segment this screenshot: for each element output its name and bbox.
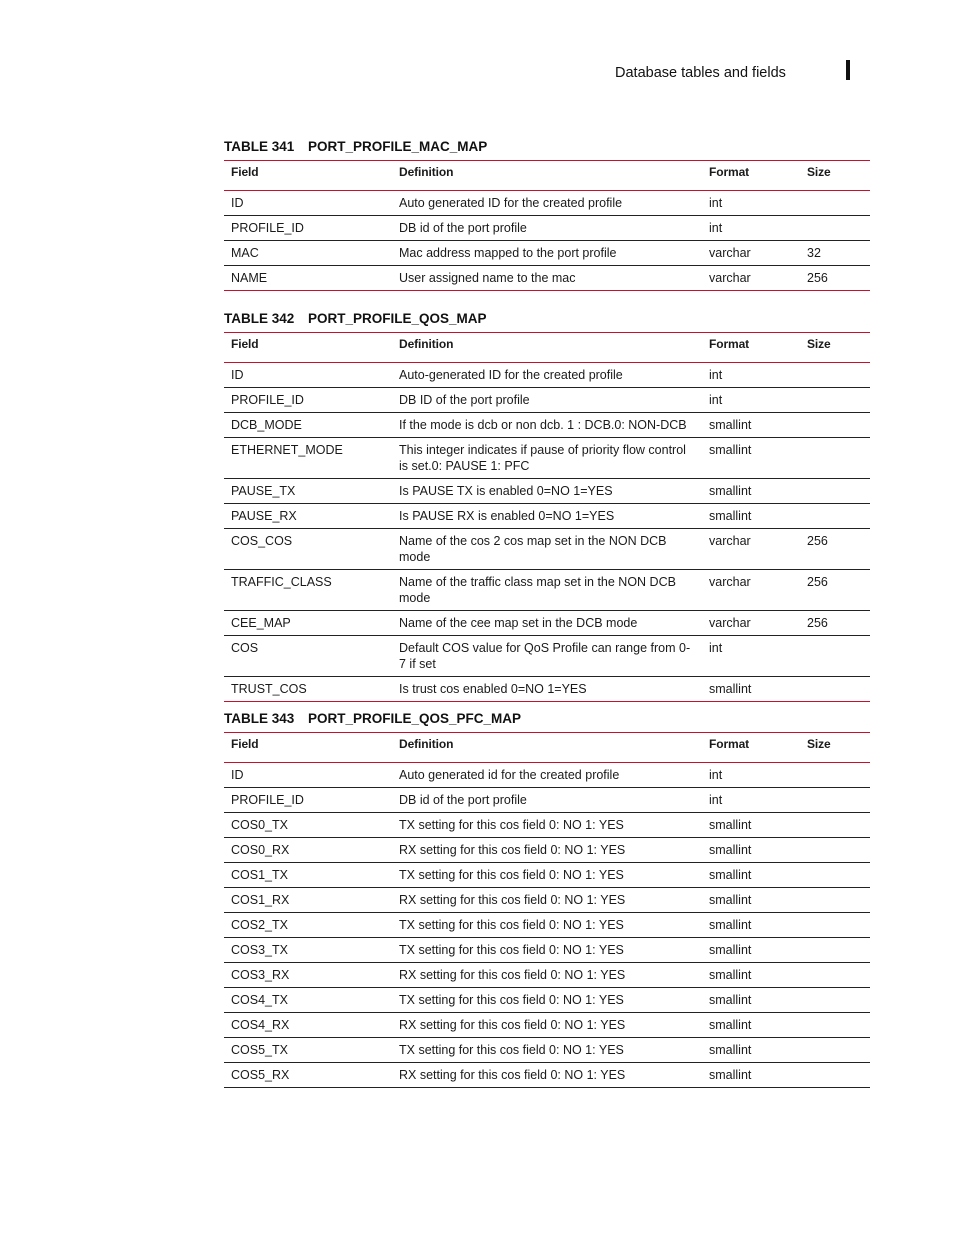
cell-definition: Auto generated ID for the created profile bbox=[392, 191, 702, 216]
cell-size bbox=[800, 191, 870, 216]
table-row bbox=[224, 963, 870, 988]
cell-definition: RX setting for this cos field 0: NO 1: YES bbox=[392, 888, 702, 913]
table-row bbox=[224, 241, 870, 266]
cell-format: smallint bbox=[702, 988, 800, 1013]
cell-size bbox=[800, 479, 870, 504]
table-number: TABLE 343 bbox=[224, 711, 295, 726]
table-row bbox=[224, 479, 870, 504]
cell-definition: TX setting for this cos field 0: NO 1: YES bbox=[392, 938, 702, 963]
column-header-definition: Definition bbox=[399, 737, 454, 751]
cell-definition: RX setting for this cos field 0: NO 1: YES bbox=[392, 963, 702, 988]
cell-size bbox=[800, 863, 870, 888]
cell-format: int bbox=[702, 216, 800, 241]
cell-field: COS1_RX bbox=[224, 888, 392, 913]
cell-field: ETHERNET_MODE bbox=[224, 438, 392, 479]
cell-size bbox=[800, 1063, 870, 1088]
cell-size: 256 bbox=[800, 611, 870, 636]
header-marker-bar bbox=[846, 60, 850, 80]
table-row bbox=[224, 677, 870, 702]
cell-format: int bbox=[702, 763, 800, 788]
cell-size bbox=[800, 788, 870, 813]
table-row bbox=[224, 863, 870, 888]
table-row bbox=[224, 763, 870, 788]
cell-field: COS0_RX bbox=[224, 838, 392, 863]
table-row bbox=[224, 888, 870, 913]
cell-size: 256 bbox=[800, 529, 870, 570]
table-caption bbox=[224, 139, 487, 154]
cell-size: 256 bbox=[800, 266, 870, 291]
cell-format: varchar bbox=[702, 266, 800, 291]
table-row bbox=[224, 570, 870, 611]
column-header-format: Format bbox=[709, 337, 750, 351]
column-header-field: Field bbox=[231, 737, 259, 751]
cell-definition: User assigned name to the mac bbox=[392, 266, 702, 291]
cell-format: smallint bbox=[702, 888, 800, 913]
cell-definition: RX setting for this cos field 0: NO 1: YES bbox=[392, 1063, 702, 1088]
table-row bbox=[224, 988, 870, 1013]
page-header-title: Database tables and fields bbox=[615, 65, 786, 81]
cell-size bbox=[800, 938, 870, 963]
table-body bbox=[224, 763, 870, 1088]
cell-format: smallint bbox=[702, 479, 800, 504]
cell-definition: Is trust cos enabled 0=NO 1=YES bbox=[392, 677, 702, 702]
cell-format: int bbox=[702, 363, 800, 388]
cell-definition: Mac address mapped to the port profile bbox=[392, 241, 702, 266]
cell-size bbox=[800, 504, 870, 529]
cell-field: COS3_TX bbox=[224, 938, 392, 963]
table-row bbox=[224, 788, 870, 813]
cell-format: varchar bbox=[702, 529, 800, 570]
cell-definition: TX setting for this cos field 0: NO 1: YES bbox=[392, 863, 702, 888]
cell-definition: TX setting for this cos field 0: NO 1: YES bbox=[392, 988, 702, 1013]
table-row bbox=[224, 913, 870, 938]
cell-size bbox=[800, 913, 870, 938]
cell-size bbox=[800, 636, 870, 677]
cell-size bbox=[800, 1013, 870, 1038]
cell-format: smallint bbox=[702, 1063, 800, 1088]
cell-field: COS5_RX bbox=[224, 1063, 392, 1088]
cell-field: CEE_MAP bbox=[224, 611, 392, 636]
table-header bbox=[224, 333, 870, 363]
cell-definition: RX setting for this cos field 0: NO 1: YES bbox=[392, 838, 702, 863]
cell-size: 32 bbox=[800, 241, 870, 266]
table-row bbox=[224, 813, 870, 838]
table-row bbox=[224, 838, 870, 863]
cell-format: int bbox=[702, 388, 800, 413]
cell-size bbox=[800, 413, 870, 438]
table-row bbox=[224, 938, 870, 963]
cell-format: smallint bbox=[702, 913, 800, 938]
cell-field: ID bbox=[224, 763, 392, 788]
cell-field: COS4_RX bbox=[224, 1013, 392, 1038]
column-header-format: Format bbox=[709, 165, 750, 179]
cell-field: ID bbox=[224, 363, 392, 388]
table-name: PORT_PROFILE_MAC_MAP bbox=[308, 139, 488, 154]
cell-definition: Is PAUSE TX is enabled 0=NO 1=YES bbox=[392, 479, 702, 504]
cell-size bbox=[800, 838, 870, 863]
cell-size bbox=[800, 888, 870, 913]
table-row bbox=[224, 363, 870, 388]
cell-definition: RX setting for this cos field 0: NO 1: YES bbox=[392, 1013, 702, 1038]
cell-definition: TX setting for this cos field 0: NO 1: YES bbox=[392, 1038, 702, 1063]
cell-size bbox=[800, 763, 870, 788]
column-header-field: Field bbox=[231, 165, 259, 179]
cell-field: COS4_TX bbox=[224, 988, 392, 1013]
table-row bbox=[224, 1038, 870, 1063]
cell-size bbox=[800, 438, 870, 479]
cell-field: COS_COS bbox=[224, 529, 392, 570]
cell-format: smallint bbox=[702, 438, 800, 479]
table-name: PORT_PROFILE_QOS_PFC_MAP bbox=[308, 711, 522, 726]
column-header-definition: Definition bbox=[399, 337, 454, 351]
cell-field: PROFILE_ID bbox=[224, 788, 392, 813]
cell-size bbox=[800, 963, 870, 988]
column-header-size: Size bbox=[807, 337, 831, 351]
table-caption bbox=[224, 311, 487, 326]
cell-definition: DB ID of the port profile bbox=[392, 388, 702, 413]
table-row bbox=[224, 191, 870, 216]
table-row bbox=[224, 216, 870, 241]
cell-format: smallint bbox=[702, 813, 800, 838]
cell-definition: This integer indicates if pause of priority flow control is set.0: PAUSE 1: PFC bbox=[392, 438, 702, 479]
table-port-profile-qos-map bbox=[224, 332, 870, 702]
table-body bbox=[224, 363, 870, 702]
cell-definition: DB id of the port profile bbox=[392, 788, 702, 813]
cell-field: TRUST_COS bbox=[224, 677, 392, 702]
cell-field: PROFILE_ID bbox=[224, 216, 392, 241]
table-header bbox=[224, 733, 870, 763]
cell-size bbox=[800, 388, 870, 413]
cell-definition: Auto-generated ID for the created profile bbox=[392, 363, 702, 388]
cell-field: PAUSE_TX bbox=[224, 479, 392, 504]
cell-field: DCB_MODE bbox=[224, 413, 392, 438]
table-row bbox=[224, 504, 870, 529]
column-header-size: Size bbox=[807, 165, 831, 179]
cell-size bbox=[800, 813, 870, 838]
cell-field: COS2_TX bbox=[224, 913, 392, 938]
cell-definition: Auto generated id for the created profile bbox=[392, 763, 702, 788]
cell-definition: Is PAUSE RX is enabled 0=NO 1=YES bbox=[392, 504, 702, 529]
column-header-format: Format bbox=[709, 737, 750, 751]
cell-format: int bbox=[702, 191, 800, 216]
cell-field: MAC bbox=[224, 241, 392, 266]
cell-format: varchar bbox=[702, 241, 800, 266]
cell-format: smallint bbox=[702, 838, 800, 863]
cell-field: COS3_RX bbox=[224, 963, 392, 988]
table-row bbox=[224, 529, 870, 570]
cell-field: PROFILE_ID bbox=[224, 388, 392, 413]
table-row bbox=[224, 1013, 870, 1038]
table-number: TABLE 342 bbox=[224, 311, 295, 326]
cell-format: smallint bbox=[702, 1013, 800, 1038]
table-body bbox=[224, 191, 870, 291]
cell-size bbox=[800, 1038, 870, 1063]
table-row bbox=[224, 413, 870, 438]
cell-format: smallint bbox=[702, 504, 800, 529]
table-name: PORT_PROFILE_QOS_MAP bbox=[308, 311, 487, 326]
table-port-profile-mac-map bbox=[224, 160, 870, 291]
cell-field: NAME bbox=[224, 266, 392, 291]
cell-field: TRAFFIC_CLASS bbox=[224, 570, 392, 611]
cell-definition: TX setting for this cos field 0: NO 1: YES bbox=[392, 813, 702, 838]
cell-definition: If the mode is dcb or non dcb. 1 : DCB.0: NON-DCB bbox=[392, 413, 702, 438]
cell-format: varchar bbox=[702, 570, 800, 611]
cell-definition: Name of the traffic class map set in the NON DCB mode bbox=[392, 570, 702, 611]
table-row bbox=[224, 438, 870, 479]
cell-format: varchar bbox=[702, 611, 800, 636]
cell-format: smallint bbox=[702, 677, 800, 702]
table-row bbox=[224, 611, 870, 636]
cell-format: smallint bbox=[702, 863, 800, 888]
table-row bbox=[224, 636, 870, 677]
table-number: TABLE 341 bbox=[224, 139, 295, 154]
cell-format: smallint bbox=[702, 938, 800, 963]
cell-field: COS5_TX bbox=[224, 1038, 392, 1063]
cell-field: COS bbox=[224, 636, 392, 677]
cell-format: smallint bbox=[702, 413, 800, 438]
cell-size bbox=[800, 216, 870, 241]
cell-definition: Name of the cos 2 cos map set in the NON DCB mode bbox=[392, 529, 702, 570]
column-header-size: Size bbox=[807, 737, 831, 751]
table-caption bbox=[224, 711, 521, 726]
cell-format: int bbox=[702, 636, 800, 677]
cell-format: smallint bbox=[702, 963, 800, 988]
cell-definition: TX setting for this cos field 0: NO 1: YES bbox=[392, 913, 702, 938]
cell-field: COS0_TX bbox=[224, 813, 392, 838]
table-row bbox=[224, 388, 870, 413]
cell-field: ID bbox=[224, 191, 392, 216]
cell-definition: Name of the cee map set in the DCB mode bbox=[392, 611, 702, 636]
table-row bbox=[224, 1063, 870, 1088]
table-row bbox=[224, 266, 870, 291]
cell-format: int bbox=[702, 788, 800, 813]
column-header-definition: Definition bbox=[399, 165, 454, 179]
column-header-field: Field bbox=[231, 337, 259, 351]
cell-size bbox=[800, 988, 870, 1013]
table-port-profile-qos-pfc-map bbox=[224, 732, 870, 1088]
cell-definition: DB id of the port profile bbox=[392, 216, 702, 241]
cell-size bbox=[800, 363, 870, 388]
cell-size: 256 bbox=[800, 570, 870, 611]
cell-field: COS1_TX bbox=[224, 863, 392, 888]
cell-size bbox=[800, 677, 870, 702]
cell-definition: Default COS value for QoS Profile can range from 0-7 if set bbox=[392, 636, 702, 677]
table-header bbox=[224, 161, 870, 191]
cell-format: smallint bbox=[702, 1038, 800, 1063]
cell-field: PAUSE_RX bbox=[224, 504, 392, 529]
